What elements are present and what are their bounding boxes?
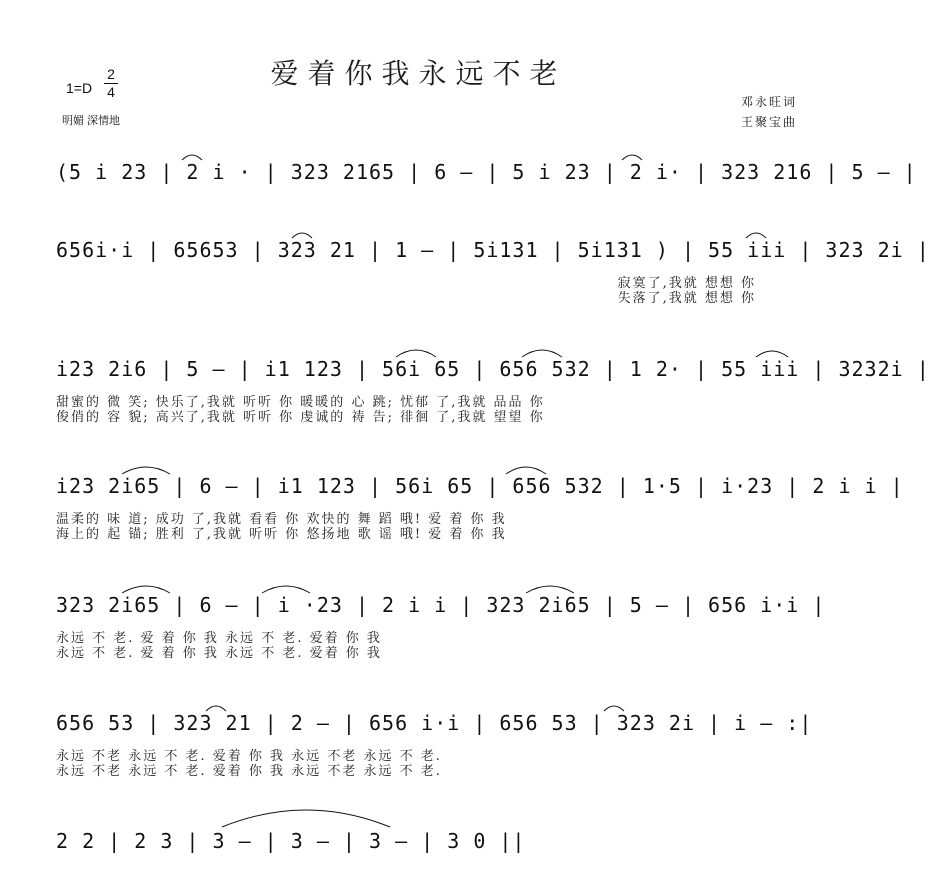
song-title: 爱着你我永远不老 [270,57,567,90]
time-signature [104,66,118,101]
tempo-marking: 明媚 深情地 [62,115,121,127]
time-signature-top: 2 [107,66,115,82]
lyrics-verse-2: 失落了,我就 想想 你 [617,291,756,306]
notation-line: 323 2i65 | 6 – | i ·23 | 2 i i | 323 2i65 | 5 – | 656 i·i | [56,593,826,617]
lyrics-verse-2: 永远 不 老. 爱 着 你 我 永远 不 老. 爱着 你 我 [56,646,382,661]
notation-line: 656i·i | 65653 | 323 21 | 1 – | 5i131 | 5i131 ) | 55 iii | 323 2i | [56,238,930,262]
lyrics-verse-1: 温柔的 味 道; 成功 了,我就 看看 你 欢快的 舞 蹈 哦! 爱 着 你 我 [56,512,507,527]
lyrics-verse-1: 永远 不 老. 爱 着 你 我 永远 不 老. 爱着 你 我 [56,631,382,646]
time-signature-bottom: 4 [107,84,115,100]
lyrics-verse-2: 永远 不老 永远 不 老. 爱着 你 我 永远 不老 永远 不 老. [56,764,442,779]
lyrics-verse-2: 俊俏的 容 貌; 高兴了,我就 听听 你 虔诚的 祷 告; 徘徊 了,我就 望望 你 [56,410,545,425]
notation-line: 2 2 | 2 3 | 3 – | 3 – | 3 – | 3 0 || [56,829,526,853]
lyrics-verse-1: 甜蜜的 微 笑; 快乐了,我就 听听 你 暖暖的 心 跳; 忧郁 了,我就 品品 你 [56,395,545,410]
lyrics-verse-1: 永远 不老 永远 不 老. 爱着 你 我 永远 不老 永远 不 老. [56,749,442,764]
notation-line: (5 i 23 | 2 i · | 323 2165 | 6 – | 5 i 23 | 2 i· | 323 216 | 5 – | [56,160,917,184]
notation-line: 656 53 | 323 21 | 2 – | 656 i·i | 656 53 | 323 2i | i – :| [56,711,813,735]
key-signature: 1=D [66,80,93,96]
lyricist-credit: 邓永旺词 [740,95,797,109]
lyrics-verse-1: 寂寞了,我就 想想 你 [617,276,756,291]
notation-line: i23 2i65 | 6 – | i1 123 | 56i 65 | 656 532 | 1·5 | i·23 | 2 i i | [56,474,904,498]
lyrics-verse-2: 海上的 起 锚; 胜利 了,我就 听听 你 悠扬地 歌 谣 哦! 爱 着 你 我 [56,527,507,542]
notation-line: i23 2i6 | 5 – | i1 123 | 56i 65 | 656 532 | 1 2· | 55 iii | 3232i | [56,357,930,381]
composer-credit: 王聚宝曲 [740,115,797,129]
